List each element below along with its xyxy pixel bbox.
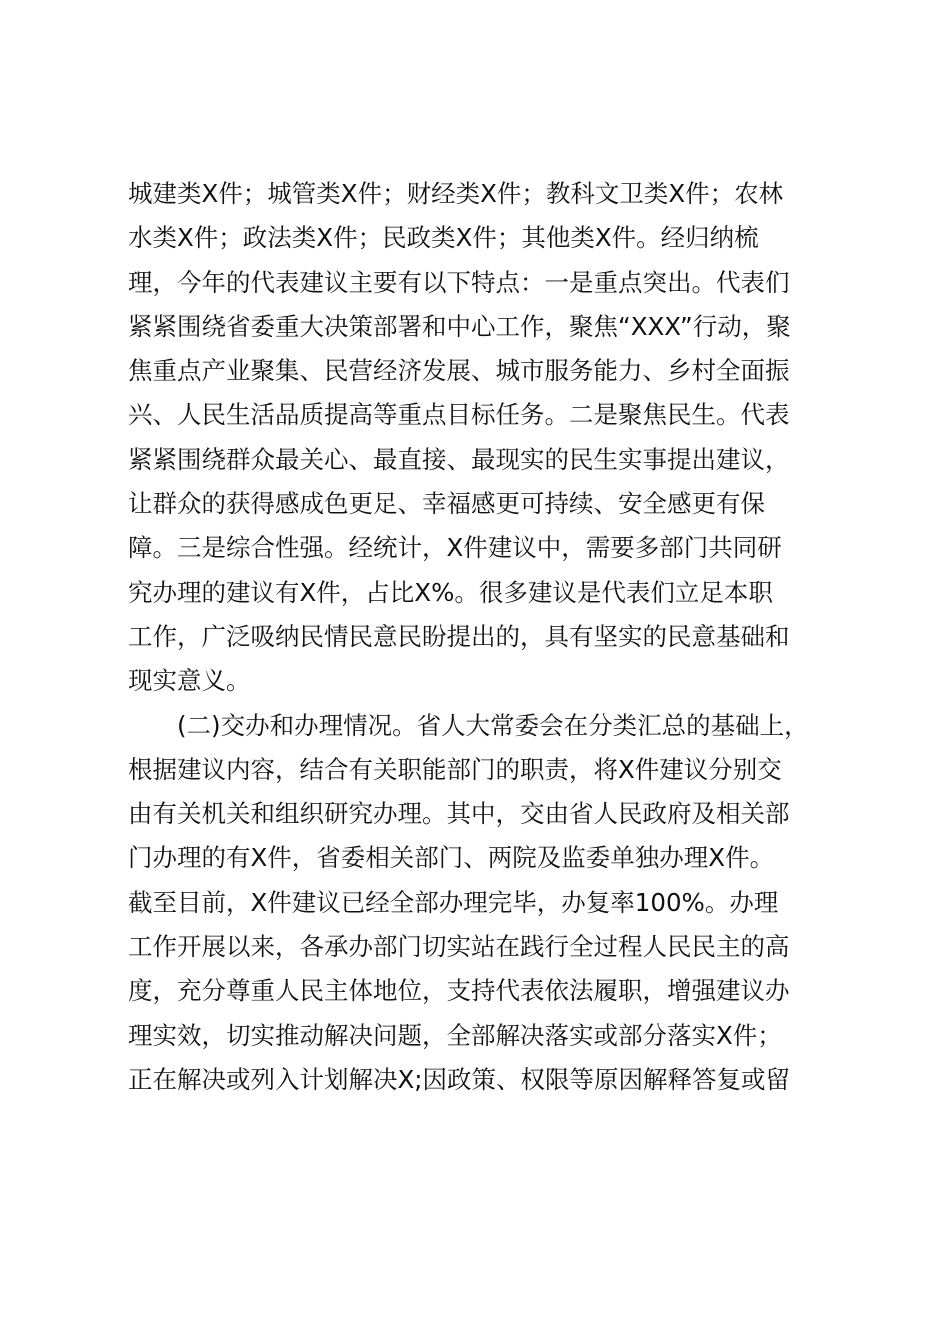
text-line: 让群众的获得感成色更足、幸福感更可持续、安全感更有保 bbox=[128, 489, 765, 519]
text-line: 度，充分尊重人民主体地位，支持代表依法履职，增强建议办 bbox=[128, 976, 790, 1006]
text-line: 紧紧围绕群众最关心、最直接、最现实的民生实事提出建议， bbox=[128, 444, 790, 474]
section-heading-line: (二)交办和办理情况。省人大常委会在分类汇总的基础上， bbox=[177, 710, 809, 740]
text-line: 现实意义。 bbox=[128, 666, 251, 696]
text-line: 截至目前，X件建议已经全部办理完毕，办复率100%。办理 bbox=[128, 887, 779, 917]
text-line: 理，今年的代表建议主要有以下特点：一是重点突出。代表们 bbox=[128, 267, 790, 297]
text-line: 兴、人民生活品质提高等重点目标任务。二是聚焦民生。代表 bbox=[128, 400, 790, 430]
text-line: 门办理的有X件，省委相关部门、两院及监委单独办理X件。 bbox=[128, 843, 775, 873]
text-line: 水类X件；政法类X件；民政类X件；其他类X件。经归纳梳 bbox=[128, 223, 759, 253]
text-line: 工作，广泛吸纳民情民意民盼提出的，具有坚实的民意基础和 bbox=[128, 621, 790, 651]
text-line: 障。三是综合性强。经统计，X件建议中，需要多部门共同研 bbox=[128, 533, 782, 563]
text-line: 正在解决或列入计划解决X;因政策、权限等原因解释答复或留 bbox=[128, 1064, 791, 1094]
text-line: 紧紧围绕省委重大决策部署和中心工作，聚焦“XXX”行动，聚 bbox=[128, 311, 791, 341]
text-line: 由有关机关和组织研究办理。其中，交由省人民政府及相关部 bbox=[128, 799, 790, 829]
text-line: 究办理的建议有X件，占比X%。很多建议是代表们立足本职 bbox=[128, 577, 773, 607]
text-line: 理实效，切实推动解决问题，全部解决落实或部分落实X件； bbox=[128, 1020, 782, 1050]
text-line: 城建类X件；城管类X件；财经类X件；教科文卫类X件；农林 bbox=[128, 179, 784, 208]
text-line: 工作开展以来，各承办部门切实站在践行全过程人民民主的高 bbox=[128, 932, 790, 962]
text-line: 根据建议内容，结合有关职能部门的职责，将X件建议分别交 bbox=[128, 754, 782, 784]
text-line: 焦重点产业聚集、民营经济发展、城市服务能力、乡村全面振 bbox=[128, 356, 790, 386]
body-text bbox=[128, 172, 828, 1102]
